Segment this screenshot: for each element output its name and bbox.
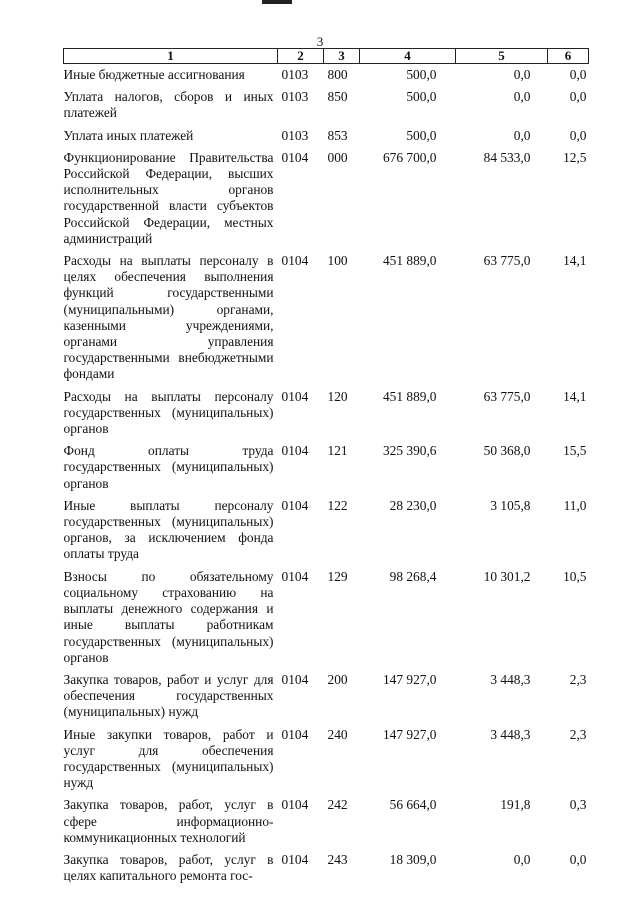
row-name xyxy=(64,150,278,253)
row-percent xyxy=(548,128,589,150)
row-expense-code-text: 240 xyxy=(327,726,348,742)
row-expense-code xyxy=(324,852,360,890)
row-section-code-text: 0104 xyxy=(281,253,309,269)
row-executed-value-text: 0,0 xyxy=(513,851,531,867)
row-plan-value-text: 56 664,0 xyxy=(389,797,437,813)
row-name-text: Закупка товаров, работ и услуг для обеспечения государственных (муниципальных) нужд xyxy=(63,671,274,720)
row-expense-code xyxy=(324,727,360,798)
row-expense-code xyxy=(324,89,360,127)
row-executed-value-text: 63 775,0 xyxy=(483,388,531,404)
row-executed-value-text: 0,0 xyxy=(513,127,531,143)
row-executed-value-text: 3 448,3 xyxy=(490,726,531,742)
row-expense-code-text: 100 xyxy=(327,253,348,269)
row-name xyxy=(64,797,278,852)
row-expense-code-text: 800 xyxy=(327,67,348,82)
row-name-text: Иные бюджетные ассигнования xyxy=(63,67,245,82)
row-percent-text: 2,3 xyxy=(569,726,587,742)
row-plan-value-text: 500,0 xyxy=(406,67,437,82)
row-executed-value-text: 10 301,2 xyxy=(483,568,531,584)
row-percent-text: 2,3 xyxy=(569,671,587,687)
row-executed-value xyxy=(456,797,548,852)
row-executed-value xyxy=(456,498,548,569)
page-number: 3 xyxy=(316,34,324,49)
row-plan-value xyxy=(360,443,456,498)
row-percent xyxy=(548,498,589,569)
row-executed-value xyxy=(456,128,548,150)
row-section-code-text: 0104 xyxy=(281,726,309,742)
row-percent xyxy=(548,672,589,727)
row-executed-value-text: 0,0 xyxy=(513,89,531,105)
row-plan-value xyxy=(360,569,456,672)
row-section-code-text: 0103 xyxy=(281,127,309,143)
header-col-6: 6 xyxy=(548,49,589,64)
row-percent xyxy=(548,89,589,127)
row-plan-value-text: 28 230,0 xyxy=(389,497,437,513)
row-name-text: Уплата налогов, сборов и иных платежей xyxy=(63,89,274,121)
row-expense-code xyxy=(324,443,360,498)
table-row xyxy=(64,150,589,253)
row-expense-code-text: 200 xyxy=(327,671,348,687)
row-expense-code-text: 000 xyxy=(327,149,348,165)
table-row xyxy=(64,64,589,90)
row-percent-text: 0,0 xyxy=(569,89,587,105)
row-executed-value-text: 0,0 xyxy=(513,67,531,82)
table-row xyxy=(64,253,589,389)
row-name xyxy=(64,498,278,569)
row-expense-code xyxy=(324,253,360,389)
row-plan-value-text: 18 309,0 xyxy=(389,851,437,867)
row-section-code xyxy=(278,128,324,150)
row-expense-code-text: 242 xyxy=(327,797,348,813)
row-name-text: Расходы на выплаты персоналу в целях обеспечения выполнения функций государственными (муниципальными) органами, казенными учреждениями, органами управления государственными внебюджетными фондами xyxy=(63,253,274,382)
row-percent-text: 0,0 xyxy=(569,851,587,867)
row-expense-code xyxy=(324,150,360,253)
header-col-5: 5 xyxy=(456,49,548,64)
row-name xyxy=(64,64,278,90)
row-executed-value xyxy=(456,150,548,253)
row-percent-text: 10,5 xyxy=(563,568,587,584)
row-expense-code xyxy=(324,672,360,727)
row-plan-value xyxy=(360,150,456,253)
table-row xyxy=(64,672,589,727)
row-name xyxy=(64,569,278,672)
row-name xyxy=(64,253,278,389)
row-plan-value xyxy=(360,498,456,569)
row-percent xyxy=(548,443,589,498)
row-executed-value xyxy=(456,569,548,672)
table-row xyxy=(64,128,589,150)
row-plan-value xyxy=(360,253,456,389)
row-plan-value-text: 676 700,0 xyxy=(382,149,437,165)
table-row xyxy=(64,389,589,444)
row-name-text: Закупка товаров, работ, услуг в целях капитального ремонта гос- xyxy=(63,851,274,884)
row-section-code xyxy=(278,64,324,90)
row-plan-value-text: 500,0 xyxy=(406,89,437,105)
row-plan-value xyxy=(360,64,456,90)
row-executed-value-text: 84 533,0 xyxy=(483,149,531,165)
row-name xyxy=(64,852,278,890)
row-name-text: Закупка товаров, работ, услуг в сфере информационно-коммуникационных технологий xyxy=(63,797,274,845)
row-section-code xyxy=(278,253,324,389)
row-expense-code xyxy=(324,64,360,90)
row-percent xyxy=(548,389,589,444)
row-executed-value xyxy=(456,89,548,127)
row-executed-value xyxy=(456,389,548,444)
header-col-4: 4 xyxy=(360,49,456,64)
row-name-text: Фонд оплаты труда государственных (муниципальных) органов xyxy=(63,443,274,491)
row-section-code-text: 0103 xyxy=(281,89,309,105)
row-plan-value xyxy=(360,389,456,444)
row-executed-value xyxy=(456,253,548,389)
row-section-code xyxy=(278,727,324,798)
row-section-code xyxy=(278,389,324,444)
row-section-code-text: 0104 xyxy=(281,443,309,459)
header-col-3: 3 xyxy=(324,49,360,64)
row-percent xyxy=(548,150,589,253)
row-section-code xyxy=(278,569,324,672)
row-plan-value xyxy=(360,89,456,127)
row-name-text: Функционирование Правительства Российской Федерации, высших исполнительных органов государственной власти субъектов Российской Федерации, местных администраций xyxy=(63,149,274,246)
row-expense-code-text: 850 xyxy=(327,89,348,105)
table-row xyxy=(64,569,589,672)
row-executed-value-text: 63 775,0 xyxy=(483,253,531,269)
row-executed-value-text: 50 368,0 xyxy=(483,443,531,459)
row-expense-code xyxy=(324,797,360,852)
row-executed-value xyxy=(456,443,548,498)
row-percent-text: 0,3 xyxy=(569,797,587,813)
row-name-text: Иные выплаты персоналу государственных (муниципальных) органов, за исключением фонда оплаты труда xyxy=(63,497,274,562)
row-expense-code-text: 121 xyxy=(327,443,348,459)
row-percent xyxy=(548,727,589,798)
budget-table xyxy=(63,48,589,890)
row-section-code-text: 0104 xyxy=(281,851,309,867)
row-name xyxy=(64,727,278,798)
row-percent-text: 14,1 xyxy=(563,253,587,269)
row-executed-value-text: 3 105,8 xyxy=(490,497,531,513)
row-percent xyxy=(548,253,589,389)
row-section-code xyxy=(278,852,324,890)
header-col-2: 2 xyxy=(278,49,324,64)
table-row xyxy=(64,727,589,798)
table-row xyxy=(64,498,589,569)
row-name xyxy=(64,672,278,727)
row-plan-value-text: 98 268,4 xyxy=(389,568,437,584)
row-section-code xyxy=(278,672,324,727)
table-row xyxy=(64,797,589,852)
row-name xyxy=(64,389,278,444)
row-plan-value xyxy=(360,727,456,798)
row-section-code-text: 0104 xyxy=(281,388,309,404)
row-executed-value-text: 191,8 xyxy=(500,797,531,813)
scan-mark xyxy=(262,0,292,4)
row-name-text: Взносы по обязательному социальному страхованию на выплаты денежного содержания и иные выплаты работникам государственных (муниципальных) органов xyxy=(63,568,274,665)
table-row xyxy=(64,89,589,127)
row-section-code xyxy=(278,797,324,852)
row-executed-value xyxy=(456,727,548,798)
row-percent xyxy=(548,852,589,890)
row-section-code xyxy=(278,89,324,127)
row-percent-text: 14,1 xyxy=(563,388,587,404)
table-body xyxy=(64,64,589,891)
row-percent-text: 11,0 xyxy=(563,497,587,513)
row-section-code-text: 0104 xyxy=(281,671,309,687)
row-percent xyxy=(548,64,589,90)
row-plan-value xyxy=(360,852,456,890)
header-row xyxy=(64,49,589,64)
row-percent-text: 0,0 xyxy=(569,127,587,143)
row-section-code-text: 0104 xyxy=(281,149,309,165)
row-name xyxy=(64,443,278,498)
row-expense-code-text: 853 xyxy=(327,127,348,143)
row-plan-value xyxy=(360,128,456,150)
row-name-text: Уплата иных платежей xyxy=(63,127,194,143)
row-expense-code-text: 122 xyxy=(327,497,348,513)
row-section-code xyxy=(278,443,324,498)
row-percent xyxy=(548,797,589,852)
row-executed-value xyxy=(456,672,548,727)
row-plan-value-text: 451 889,0 xyxy=(382,388,437,404)
row-percent-text: 15,5 xyxy=(563,443,587,459)
row-section-code-text: 0104 xyxy=(281,797,309,813)
row-expense-code-text: 129 xyxy=(327,568,348,584)
row-executed-value xyxy=(456,64,548,90)
row-percent xyxy=(548,569,589,672)
row-name xyxy=(64,89,278,127)
row-name xyxy=(64,128,278,150)
row-name-text: Расходы на выплаты персоналу государственных (муниципальных) органов xyxy=(63,388,274,437)
row-plan-value xyxy=(360,672,456,727)
row-plan-value-text: 147 927,0 xyxy=(382,726,437,742)
row-executed-value xyxy=(456,852,548,890)
row-plan-value-text: 325 390,6 xyxy=(382,443,437,459)
row-plan-value xyxy=(360,797,456,852)
row-section-code-text: 0104 xyxy=(281,497,309,513)
row-percent-text: 0,0 xyxy=(569,67,587,82)
row-expense-code xyxy=(324,128,360,150)
row-expense-code xyxy=(324,569,360,672)
table-row xyxy=(64,852,589,890)
row-expense-code xyxy=(324,389,360,444)
row-section-code xyxy=(278,150,324,253)
table-row xyxy=(64,443,589,498)
row-expense-code-text: 120 xyxy=(327,388,348,404)
row-executed-value-text: 3 448,3 xyxy=(490,671,531,687)
row-section-code-text: 0103 xyxy=(281,67,309,82)
row-plan-value-text: 147 927,0 xyxy=(382,671,437,687)
row-plan-value-text: 500,0 xyxy=(406,127,437,143)
row-expense-code xyxy=(324,498,360,569)
row-section-code xyxy=(278,498,324,569)
row-percent-text: 12,5 xyxy=(563,149,587,165)
row-expense-code-text: 243 xyxy=(327,851,348,867)
row-plan-value-text: 451 889,0 xyxy=(382,253,437,269)
row-name-text: Иные закупки товаров, работ и услуг для обеспечения государственных (муниципальных) нужд xyxy=(63,726,274,791)
header-col-1: 1 xyxy=(64,49,278,64)
row-section-code-text: 0104 xyxy=(281,568,309,584)
